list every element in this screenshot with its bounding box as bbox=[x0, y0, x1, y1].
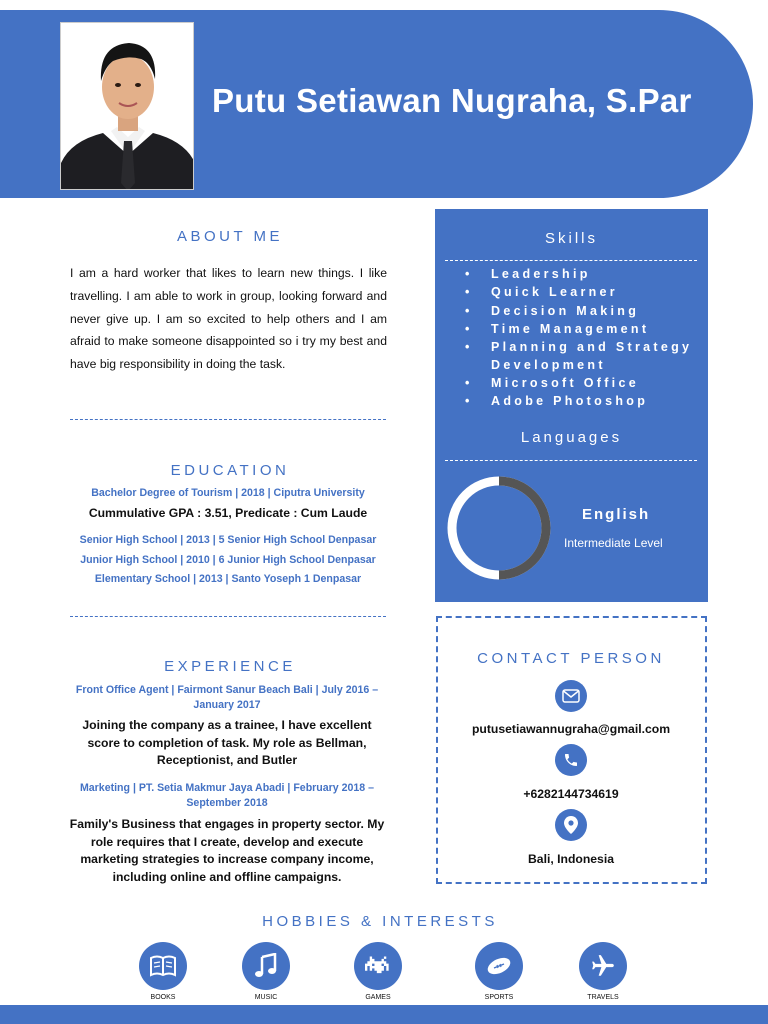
about-title: ABOUT ME bbox=[176, 228, 284, 245]
phone-number[interactable]: +6282144734619 bbox=[523, 787, 619, 801]
language-level: Intermediate Level bbox=[564, 536, 663, 550]
airplane-icon bbox=[579, 942, 627, 990]
phone-icon bbox=[555, 744, 587, 776]
football-icon bbox=[475, 942, 523, 990]
education-junior-high: Junior High School | 2010 | 6 Junior High School Denpasar bbox=[80, 554, 376, 566]
hobby-label-books: BOOKS bbox=[150, 994, 176, 1001]
contact-box bbox=[436, 616, 707, 884]
email-address[interactable]: putusetiawannugraha@gmail.com bbox=[471, 722, 671, 736]
location: Bali, Indonesia bbox=[527, 852, 614, 866]
job-2-heading: Marketing | PT. Setia Makmur Jaya Abadi | February 2018 – September 2018 bbox=[79, 782, 375, 809]
skill-item: Development bbox=[491, 358, 606, 372]
hobby-label-sports: SPORTS bbox=[484, 994, 514, 1001]
experience-title: EXPERIENCE bbox=[164, 658, 296, 675]
education-degree: Bachelor Degree of Tourism | 2018 | Ciputra University bbox=[91, 487, 365, 499]
skill-item: • Time Management bbox=[465, 322, 650, 336]
skill-item: • Decision Making bbox=[465, 304, 640, 318]
skill-item: • Microsoft Office bbox=[465, 376, 639, 390]
skills-title: Skills bbox=[544, 230, 598, 247]
footer-band bbox=[0, 1005, 768, 1024]
hobby-label-music: MUSIC bbox=[254, 994, 278, 1001]
email-icon bbox=[555, 680, 587, 712]
divider bbox=[70, 616, 386, 617]
hobby-label-travels: TRAVELS bbox=[587, 994, 619, 1001]
hobbies-title: HOBBIES & INTERESTS bbox=[262, 913, 498, 930]
language-name: English bbox=[582, 506, 651, 523]
candidate-name: Putu Setiawan Nugraha, S.Par bbox=[212, 82, 692, 119]
job-1-heading: Front Office Agent | Fairmont Sanur Beach Bali | July 2016 – January 2017 bbox=[75, 684, 379, 711]
space-invader-icon bbox=[354, 942, 402, 990]
book-icon bbox=[139, 942, 187, 990]
job-2-description: Family's Business that engages in property sector. My role requires that I create, develop and execute marketing strategies to increase company income, including online and offline campaigns. bbox=[69, 817, 385, 884]
skill-item: • Planning and Strategy bbox=[465, 340, 693, 354]
divider bbox=[70, 419, 386, 420]
education-gpa: Cummulative GPA : 3.51, Predicate : Cum Laude bbox=[88, 506, 368, 520]
languages-title: Languages bbox=[520, 429, 623, 446]
skill-item: • Quick Learner bbox=[465, 285, 618, 299]
music-note-icon bbox=[242, 942, 290, 990]
job-1-description: Joining the company as a trainee, I have excellent score to completion of task. My role as Bellman, Receptionist, and Butler bbox=[82, 718, 372, 767]
divider bbox=[445, 260, 697, 261]
profile-photo bbox=[60, 22, 194, 190]
skills-panel bbox=[435, 209, 708, 602]
contact-title: CONTACT PERSON bbox=[477, 650, 665, 667]
language-proficiency-ring bbox=[443, 475, 555, 581]
education-senior-high: Senior High School | 2013 | 5 Senior High School Denpasar bbox=[79, 534, 377, 546]
hobby-label-games: GAMES bbox=[365, 994, 391, 1001]
divider bbox=[445, 460, 697, 461]
education-title: EDUCATION bbox=[170, 462, 290, 479]
location-pin-icon bbox=[555, 809, 587, 841]
skill-item: • Adobe Photoshop bbox=[465, 394, 649, 408]
about-text: I am a hard worker that likes to learn new things. I like travelling. I am able to work in group, looking forward and never give up. I am so excited to help others and I am afraid to make someone disappointed so i try my best and have big responsibility in doing the task. bbox=[70, 266, 387, 372]
skill-item: • Leadership bbox=[465, 267, 591, 281]
education-elementary: Elementary School | 2013 | Santo Yoseph 1 Denpasar bbox=[94, 573, 362, 585]
